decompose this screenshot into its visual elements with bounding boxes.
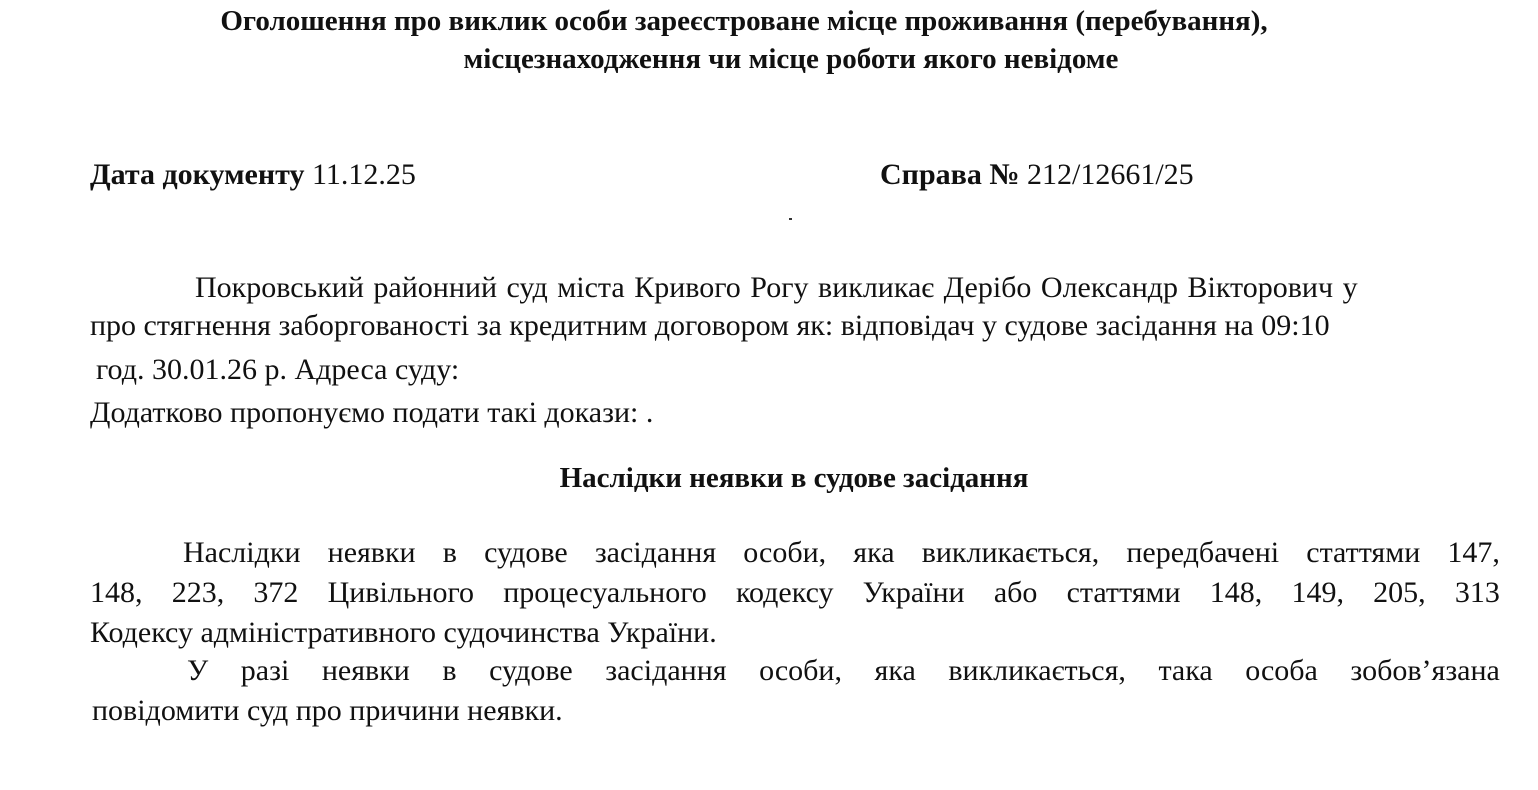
justified-word: судове bbox=[484, 536, 568, 569]
justified-word: 148, bbox=[90, 576, 143, 609]
justified-word: кодексу bbox=[735, 576, 834, 609]
justified-word: 205, bbox=[1373, 576, 1426, 609]
justified-word: особи, bbox=[743, 536, 827, 569]
consequences-heading: Наслідки неявки в судове засідання bbox=[559, 462, 1029, 494]
justified-word: Наслідки bbox=[183, 536, 301, 569]
justified-word: 223, bbox=[171, 576, 225, 609]
consequences-paragraph-1-line-3: Кодексу адміністративного судочинства України. bbox=[90, 616, 717, 649]
justified-word: неявки bbox=[321, 654, 410, 687]
summons-text-line-3: год. 30.01.26 р. Адреса суду: bbox=[96, 353, 460, 386]
justified-word: неявки bbox=[327, 536, 416, 569]
justified-word: в bbox=[442, 536, 457, 569]
scan-speck bbox=[789, 218, 792, 220]
justified-word: Цивільного bbox=[327, 576, 475, 609]
justified-word: або bbox=[993, 576, 1038, 609]
case-number-label: Справа № bbox=[880, 158, 1020, 191]
justified-word: така bbox=[1158, 654, 1213, 687]
justified-word: викликається, bbox=[948, 654, 1126, 687]
summons-text-line-1: Покровський районний суд міста Кривого Рогу викликає Дерібо Олександр Вікторович у bbox=[195, 271, 1358, 304]
justified-word: засідання bbox=[594, 536, 717, 569]
consequences-paragraph-2-line-2: повідомити суд про причини неявки. bbox=[92, 694, 563, 727]
justified-word: судове bbox=[489, 654, 573, 687]
justified-word: зобов’язана bbox=[1350, 654, 1500, 687]
summons-text-line-4: Додатково пропонуємо подати такі докази: . bbox=[90, 396, 654, 429]
document-date-label: Дата документу bbox=[90, 158, 305, 191]
justified-word: статтями bbox=[1306, 536, 1421, 569]
justified-word: передбачені bbox=[1126, 536, 1280, 569]
justified-word: 147, bbox=[1447, 536, 1500, 569]
consequences-paragraph-1-line-1 bbox=[183, 533, 1500, 573]
case-number-row bbox=[880, 155, 1194, 195]
justified-word: 372 bbox=[253, 576, 299, 609]
document-title-line-1: Оголошення про виклик особи зареєстроване місце проживання (перебування), bbox=[220, 5, 1268, 37]
justified-word: 148, bbox=[1209, 576, 1263, 609]
justified-word: 313 bbox=[1454, 576, 1500, 609]
justified-word: процесуального bbox=[503, 576, 707, 609]
justified-word: статтями bbox=[1066, 576, 1181, 609]
justified-word: особи, bbox=[759, 654, 842, 687]
document-date-row bbox=[90, 155, 416, 195]
case-number-value: 212/12661/25 bbox=[1026, 158, 1194, 191]
consequences-paragraph-1-line-2 bbox=[90, 573, 1500, 613]
justified-word: викликається, bbox=[921, 536, 1100, 569]
justified-word: разі bbox=[240, 654, 290, 687]
justified-word: особа bbox=[1245, 654, 1318, 687]
justified-word: засідання bbox=[605, 654, 727, 687]
justified-word: яка bbox=[853, 536, 895, 569]
justified-word: України bbox=[862, 576, 965, 609]
consequences-paragraph-2-line-1 bbox=[187, 651, 1500, 691]
justified-word: в bbox=[442, 654, 457, 687]
justified-word: 149, bbox=[1291, 576, 1344, 609]
summons-text-line-2: про стягнення заборгованості за кредитним договором як: відповідач у судове засідання на 09:10 bbox=[90, 309, 1330, 342]
justified-word: яка bbox=[874, 654, 916, 687]
justified-word: У bbox=[187, 654, 209, 687]
document-title-line-2: місцезнаходження чи місце роботи якого невідоме bbox=[463, 43, 1119, 75]
document-date-value: 11.12.25 bbox=[311, 158, 416, 191]
